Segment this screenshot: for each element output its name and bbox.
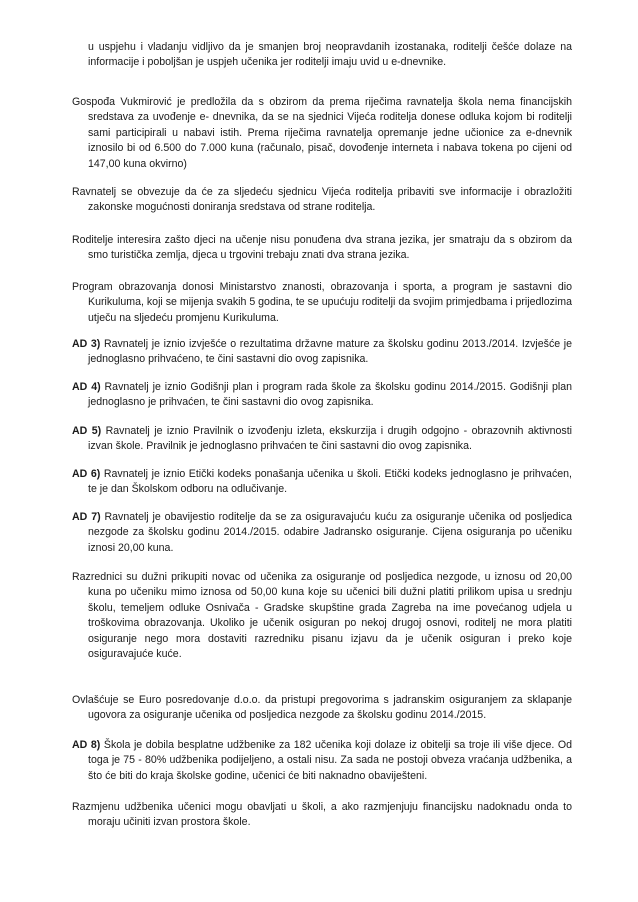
paragraph-text: Razrednici su dužni prikupiti novac od učenika za osiguranje od posljedica nezgode, u iznosu od 20,00 kuna po učeniku mimo iznosa od 50,00 kuna koje su učenici bili dužni platiti prilikom upisa u srednju školu, temeljem odluke Osnivača - Gradske skupštine grada Zagreba na ime povećanog udjela u troškovima obrazovanja. Ukoliko je učenik osiguran po nekoj drugoj osnovi, roditelj ne mora platiti osiguranje nego mora dostaviti razredniku pisanu izjavu da je učenik osiguran i preko koje osiguravajuće kuće. [72, 571, 572, 661]
paragraph-ad-4 [72, 380, 572, 411]
paragraph-ad-7 [72, 510, 572, 556]
paragraph-text: u uspjehu i vladanju vidljivo da je smanjen broj neopravdanih izostanaka, roditelji češće dolaze na informacije i poboljšan je uspjeh učenika jer roditelji imaju uvid u e-dnevnike. [88, 41, 572, 69]
paragraph-text: Ravnatelj je iznio Etički kodeks ponašanja učenika u školi. Etički kodeks jednoglasno je prihvaćen, te je dan Školskom odboru na odlučivanje. [88, 468, 572, 496]
agenda-item-label: AD 8) [72, 739, 101, 751]
paragraph-ad-6 [72, 467, 572, 498]
agenda-item-label: AD 5) [72, 425, 102, 437]
paragraph-text: Ravnatelj se obvezuje da će za sljedeću sjednicu Vijeća roditelja pribaviti sve informacije i obrazložiti zakonske mogućnosti doniranja sredstava od strane roditelja. [72, 186, 572, 214]
paragraph-principal-obligation [72, 185, 572, 216]
paragraph-text: Škola je dobila besplatne udžbenike za 182 učenika koji dolaze iz obitelji sa troje ili više djece. Od toga je 75 - 80% udžbenika podijeljeno, a ostali nisu. Za sada ne postoji obveza vraćanja udžbenika, a što će biti do kraja školske godine, učenici će biti naknadno obaviješteni. [88, 739, 572, 782]
paragraph-text: Program obrazovanja donosi Ministarstvo znanosti, obrazovanja i sporta, a program je sastavni dio Kurikuluma, koji se mijenja svakih 5 godina, te se upućuju roditelji da svojim primjedbama i prijedlozima utječu na sljedeću promjenu Kurikuluma. [72, 281, 573, 324]
paragraph-text: Ravnatelj je obavijestio roditelje da se za osiguravajuću kuću za osiguranje učenika od posljedica nezgode za školsku godinu 2014./2015. odabire Jadransko osiguranje. Cijena osiguranja po učeniku iznosi 20,00 kuna. [88, 511, 572, 554]
paragraph-e-dnevnik-proposal [72, 95, 572, 172]
paragraph-text: Ravnatelj je iznio Pravilnik o izvođenju izleta, ekskurzija i drugih odgojno - obrazovnih aktivnosti izvan škole. Pravilnik je jednoglasno prihvaćen te čini sastavni dio ovog zapisnika. [88, 425, 573, 453]
agenda-item-label: AD 4) [72, 381, 101, 393]
paragraph-curriculum [72, 280, 572, 326]
paragraph-text: Gospođa Vukmirović je predložila da s obzirom da prema riječima ravnatelja škola nema financijskih sredstava za uvođenje e- dnevnika, da se na sjednici Vijeća roditelja donese odluka kojom bi roditelji sami participirali u nabavi istih. Prema riječima ravnatelja opremanje jedne učionice za e-dnevnik iznosilo bi od 6.500 do 7.000 kuna (računalo, pisač, dovođenje interneta i nabava tokena po cijeni od 147,00 kuna okvirno) [72, 96, 572, 170]
paragraph-intro-continuation [72, 40, 572, 71]
paragraph-foreign-languages [72, 233, 572, 264]
paragraph-text: Razmjenu udžbenika učenici mogu obavljati u školi, a ako razmjenjuju financijsku nadoknadu onda to moraju učiniti izvan prostora škole. [72, 801, 572, 829]
paragraph-ad-8 [72, 738, 572, 784]
paragraph-text: Roditelje interesira zašto djeci na učenje nisu ponuđena dva strana jezika, jer smatraju da s obzirom da smo turistička zemlja, djeca u trgovini trebaju znati dva strana jezika. [72, 234, 572, 262]
paragraph-insurance-collection [72, 570, 572, 662]
paragraph-text: Ravnatelj je iznio Godišnji plan i program rada škole za školsku godinu 2014./2015. Godišnji plan jednoglasno je prihvaćen, te čini sastavni dio ovog zapisnika. [88, 381, 572, 409]
paragraph-euro-posredovanje [72, 693, 572, 724]
agenda-item-label: AD 7) [72, 511, 101, 523]
agenda-item-label: AD 3) [72, 338, 101, 350]
agenda-item-label: AD 6) [72, 468, 101, 480]
paragraph-ad-5 [72, 424, 572, 455]
paragraph-ad-3 [72, 337, 572, 368]
paragraph-textbook-exchange [72, 800, 572, 831]
paragraph-text: Ravnatelj je iznio izvješće o rezultatima državne mature za školsku godinu 2013./2014. Izvješće je jednoglasno prihvaćeno, te čini sastavni dio ovog zapisnika. [88, 338, 572, 366]
paragraph-text: Ovlašćuje se Euro posredovanje d.o.o. da pristupi pregovorima s jadranskim osiguranjem za sklapanje ugovora za osiguranje učenika od posljedica nezgode za školsku godinu 2014./2015. [72, 694, 572, 722]
